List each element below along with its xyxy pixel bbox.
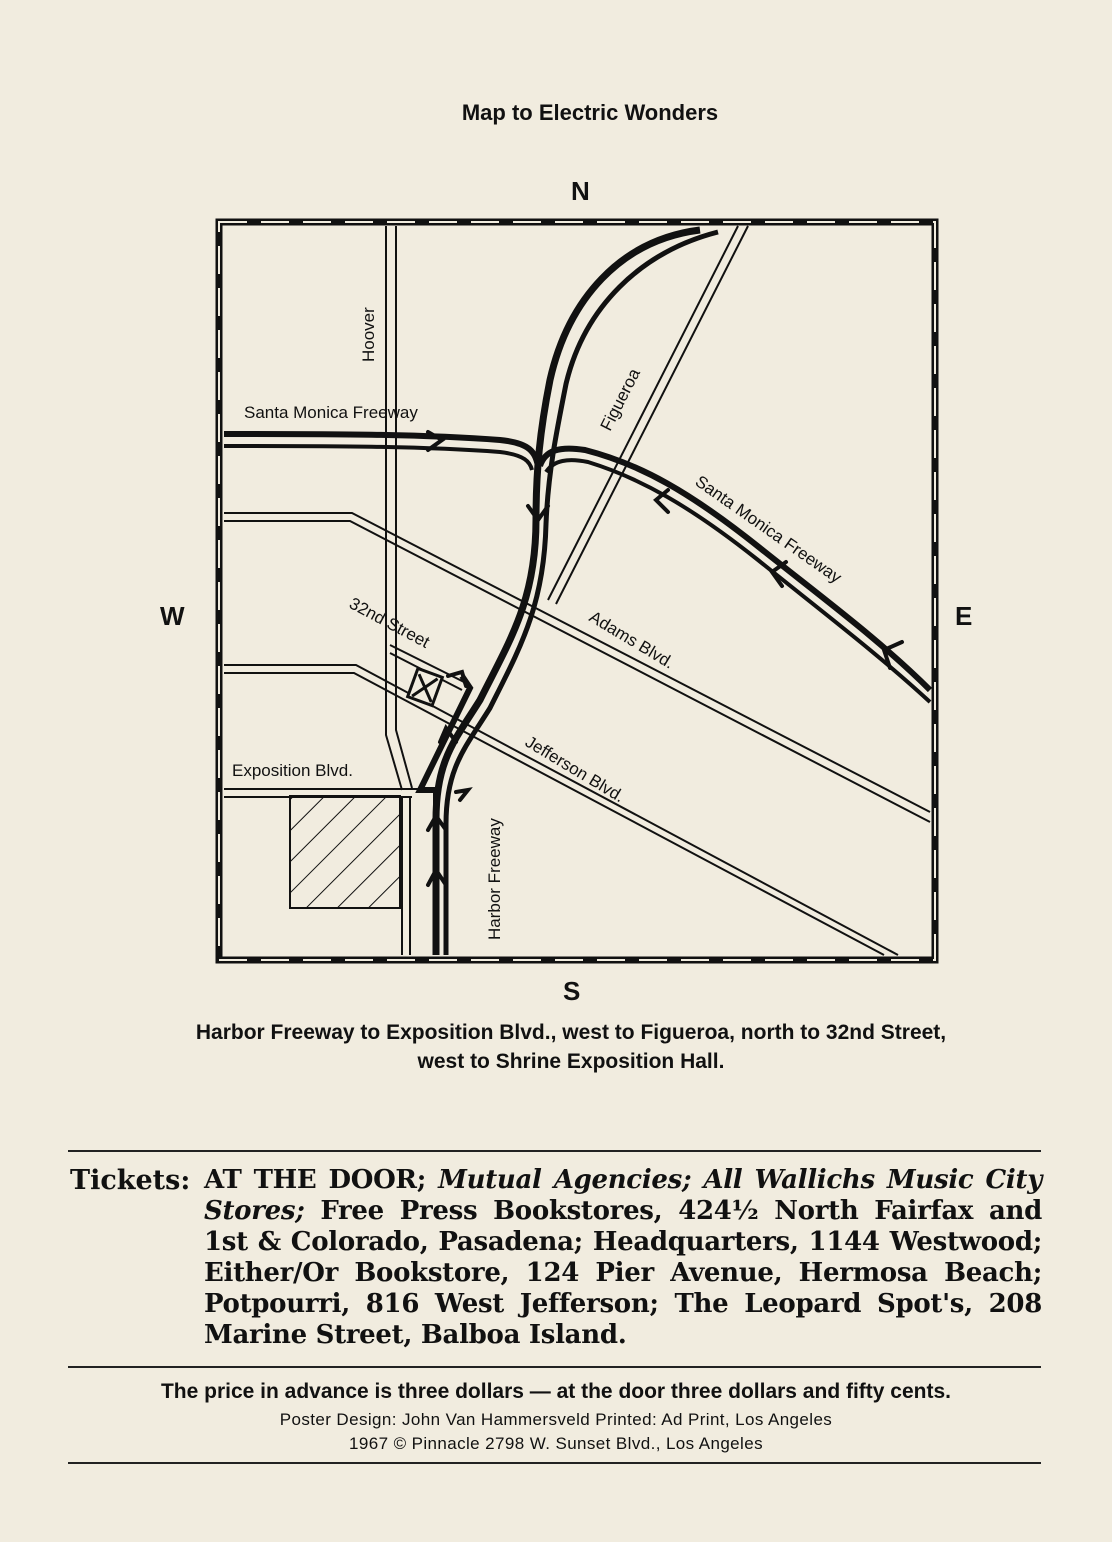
divider-top (68, 1150, 1041, 1152)
compass-north: N (571, 176, 590, 206)
harbor-freeway-road (436, 230, 718, 955)
compass-south: S (563, 976, 581, 1006)
tickets-outlets-italic: Mutual Agencies; All Wallichs Music City Stores; (204, 1165, 1042, 1226)
label-harbor-freeway: Harbor Freeway (485, 818, 504, 940)
label-exposition-blvd: Exposition Blvd. (232, 761, 353, 780)
tickets-outlets (204, 1165, 1042, 1351)
tickets-at-door: AT THE DOOR; (204, 1165, 427, 1195)
copyright-credit: 1967 © Pinnacle 2798 W. Sunset Blvd., Los Angeles (349, 1434, 763, 1453)
figueroa-road (548, 226, 748, 604)
label-santa-monica-freeway-east: Santa Monica Freeway (691, 471, 846, 588)
tickets-label: Tickets: (70, 1165, 191, 1196)
vermont-road (402, 797, 410, 955)
tickets-outlets-rest: Free Press Bookstores, 424½ North Fairfax and 1st & Colorado, Pasadena; Headquarters, 1144 Westwood; Either/Or Bookstore, 124 Pier Avenue, Hermosa Beach; Potpourri, 816 West Jefferson; The Leopard Spot's, 208 Marine Street, Balboa Island. (204, 1196, 1042, 1350)
hoover-street (386, 226, 412, 790)
directions-text (0, 1018, 1112, 1076)
label-32nd-street: 32nd Street (346, 593, 433, 652)
label-adams-blvd: Adams Blvd. (585, 607, 678, 673)
label-hoover: Hoover (359, 307, 378, 362)
divider-bottom (68, 1462, 1041, 1464)
label-figueroa: Figueroa (596, 365, 645, 434)
compass-west: W (160, 601, 185, 631)
directions-line-1: Harbor Freeway to Exposition Blvd., west to Figueroa, north to 32nd Street, (195, 1021, 947, 1044)
exposition-park-block (290, 796, 400, 908)
map-title: Map to Electric Wonders (461, 100, 719, 125)
label-santa-monica-freeway-west: Santa Monica Freeway (244, 403, 418, 422)
design-credit: Poster Design: John Van Hammersveld Printed: Ad Print, Los Angeles (279, 1410, 833, 1429)
compass-east: E (955, 601, 973, 631)
price-text: The price in advance is three dollars — at the door three dollars and fifty cents. (160, 1380, 952, 1403)
label-jefferson-blvd: Jefferson Blvd. (521, 732, 628, 807)
directions-line-2: west to Shrine Exposition Hall. (417, 1050, 725, 1073)
divider-middle (68, 1366, 1041, 1368)
shrine-hall-marker (408, 668, 443, 705)
